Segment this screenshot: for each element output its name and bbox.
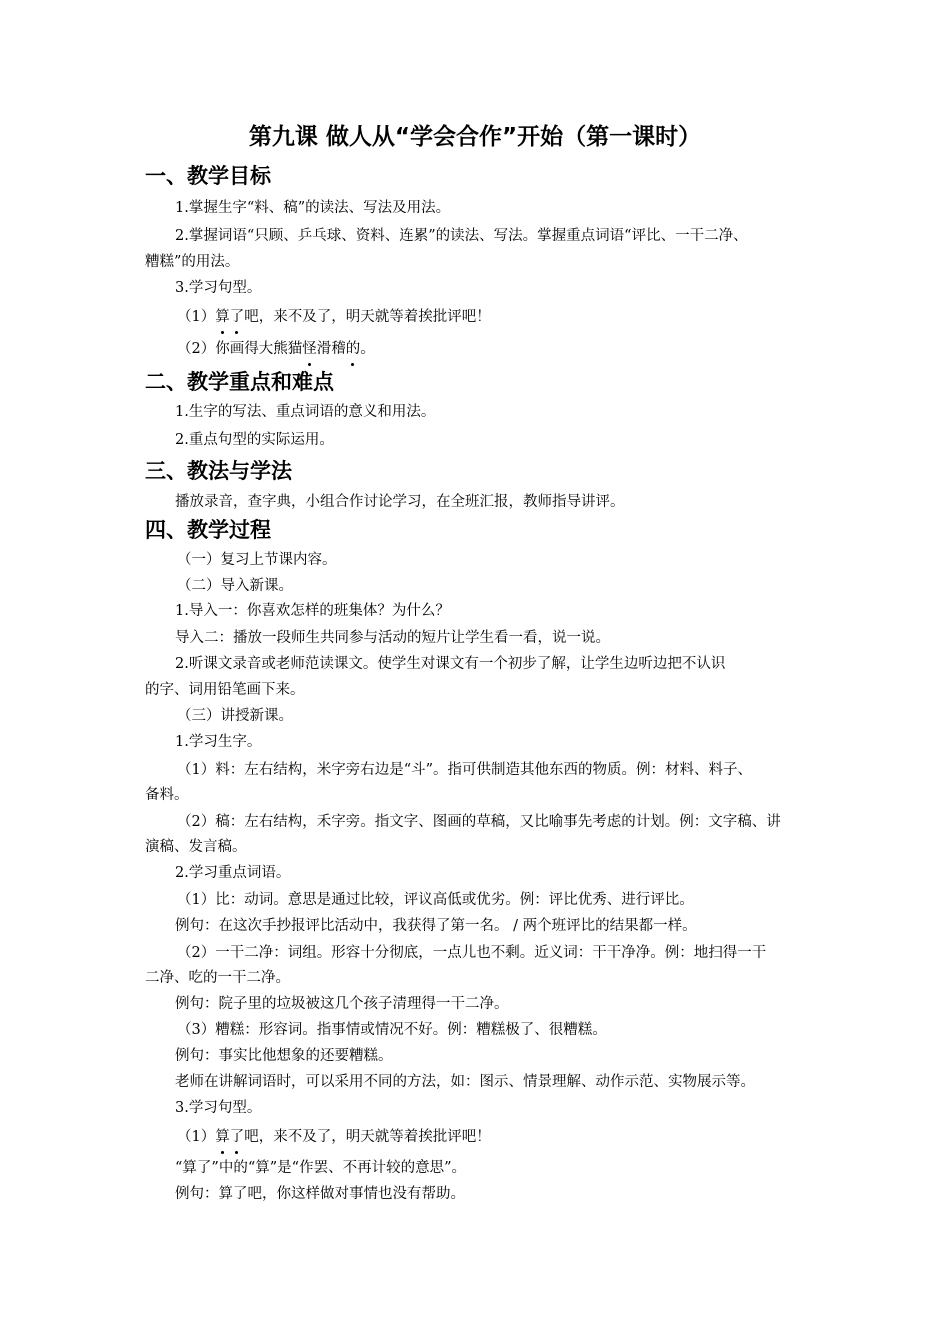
example-sentence-2: [177, 337, 375, 361]
objective-item-2: 2.掌握词语“只顾、乒乓球、资料、连累”的读法、写法。掌握重点词语“评比、一干二净、: [175, 228, 748, 244]
emphasis-char: 了: [230, 305, 245, 329]
key-point-1: 1.生字的写法、重点词语的意义和用法。: [175, 404, 436, 420]
key-point-2: 2.重点句型的实际运用。: [175, 432, 334, 448]
emphasis-char: 算: [215, 305, 230, 329]
process-line: 例句：算了吧，你这样做对事情也没有帮助。: [175, 1186, 465, 1202]
process-line: “算了”中的“算”是“作罢、不再计较的意思”。: [175, 1160, 466, 1176]
objective-item-1: 1.掌握生字“料、稿”的读法、写法及用法。: [175, 200, 451, 216]
section-heading-key-points: 二、教学重点和难点: [145, 370, 334, 394]
section-heading-process: 四、教学过程: [145, 518, 271, 542]
emphasis-char: 算: [215, 1125, 230, 1149]
objective-item-2-cont: 糟糕”的用法。: [145, 254, 240, 270]
process-line: 2.听课文录音或老师范读课文。使学生对课文有一个初步了解，让学生边听边把不认识: [175, 656, 726, 672]
section-heading-objectives: 一、教学目标: [145, 164, 271, 188]
process-line: 老师在讲解词语时，可以采用不同的方法，如：图示、情景理解、动作示范、实物展示等。: [175, 1074, 755, 1090]
process-line: 导入二：播放一段师生共同参与活动的短片让学生看一看，说一说。: [175, 630, 610, 646]
example-sentence-1: [177, 305, 491, 329]
process-line: 例句：事实比他想象的还要糟糕。: [175, 1048, 393, 1064]
process-line: （1）料：左右结构，米字旁右边是“斗”。指可供制造其他东西的物质。例：材料、料子、: [177, 762, 753, 778]
process-line: （二）导入新课。: [177, 578, 293, 594]
objective-item-3: 3.学习句型。: [175, 280, 262, 296]
process-line: （3）糟糕：形容词。指事情或情况不好。例：糟糕极了、很糟糕。: [177, 1022, 607, 1038]
sentence-text: 。: [360, 341, 375, 357]
emphasis-char: 怪: [302, 337, 317, 361]
process-line-cont: 备料。: [145, 787, 189, 803]
process-line: （三）讲授新课。: [177, 708, 293, 724]
process-line: 3.学习句型。: [175, 1100, 262, 1116]
process-line: 例句：院子里的垃圾被这几个孩子清理得一干二净。: [175, 996, 509, 1012]
process-line: 2.学习重点词语。: [175, 865, 291, 881]
process-line: （2）一干二净：词组。形容十分彻底，一点儿也不剩。近义词：干干净净。例：地扫得一干: [177, 945, 767, 961]
sentence-text: （2）你画得大熊猫: [177, 341, 303, 357]
process-line: （一）复习上节课内容。: [177, 552, 337, 568]
emphasis-char: 的: [346, 337, 361, 361]
methods-text: 播放录音，查字典，小组合作讨论学习，在全班汇报，教师指导讲评。: [175, 494, 625, 510]
process-line: 1.导入一：你喜欢怎样的班集体？为什么？: [175, 603, 450, 619]
sentence-text: 吧，来不及了，明天就等着挨批评吧！: [244, 1129, 491, 1145]
sentence-text: 吧，来不及了，明天就等着挨批评吧！: [244, 309, 491, 325]
sentence-prefix: （1）: [177, 309, 216, 325]
document-title: 第九课 做人从“学会合作”开始（第一课时）: [248, 124, 702, 150]
process-line-cont: 的字、词用铅笔画下来。: [145, 682, 305, 698]
process-line-cont: 演稿、发言稿。: [145, 839, 247, 855]
process-line: 1.学习生字。: [175, 734, 262, 750]
section-heading-methods: 三、教法与学法: [145, 459, 292, 483]
process-line: 例句：在这次手抄报评比活动中，我获得了第一名。 / 两个班评比的结果都一样。: [175, 918, 697, 934]
example-sentence-3: [177, 1125, 491, 1149]
sentence-text: 滑稽: [316, 341, 346, 357]
sentence-prefix: （1）: [177, 1129, 216, 1145]
process-line: （1）比：动词。意思是通过比较，评议高低或优劣。例：评比优秀、进行评比。: [177, 892, 694, 908]
emphasis-char: 了: [230, 1125, 245, 1149]
process-line: （2）稿：左右结构，禾字旁。指文字、图画的草稿，又比喻事先考虑的计划。例：文字稿、讲: [177, 814, 781, 830]
process-line-cont: 二净、吃的一干二净。: [145, 970, 290, 986]
